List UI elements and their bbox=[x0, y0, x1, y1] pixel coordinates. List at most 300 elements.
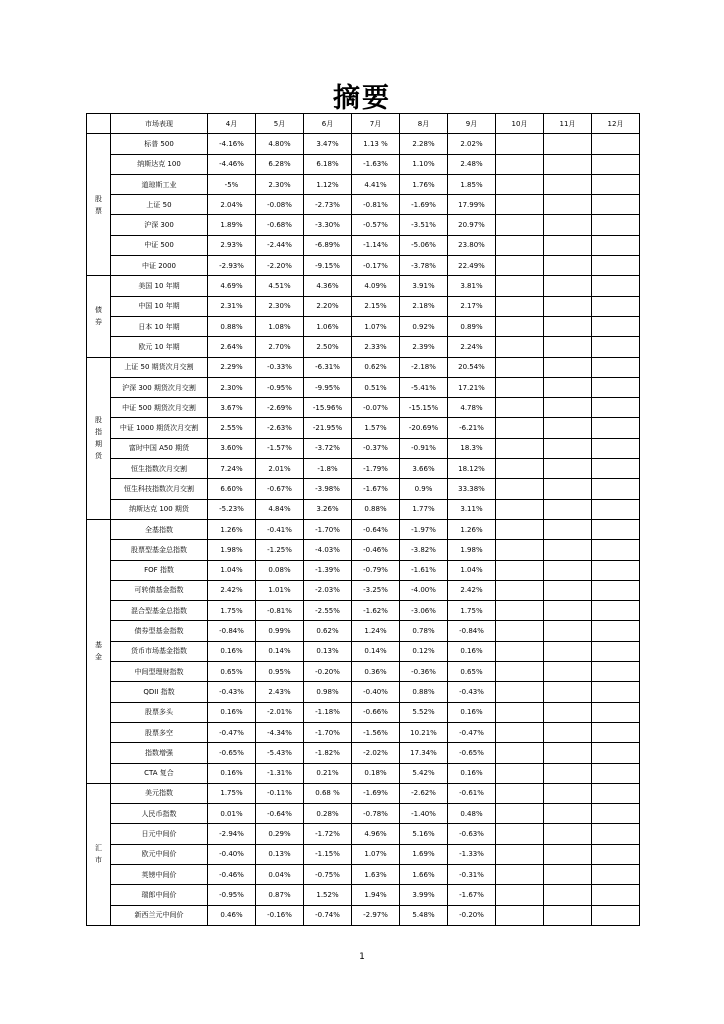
value-cell: 6.18% bbox=[304, 154, 352, 174]
empty-value-cell bbox=[496, 560, 544, 580]
empty-value-cell bbox=[592, 641, 640, 661]
value-cell: 0.04% bbox=[256, 864, 304, 884]
value-cell: -2.55% bbox=[304, 601, 352, 621]
value-cell: -1.67% bbox=[352, 479, 400, 499]
row-label-cell: 美元指数 bbox=[111, 783, 208, 803]
table-row bbox=[87, 540, 640, 560]
empty-value-cell bbox=[496, 621, 544, 641]
empty-value-cell bbox=[592, 519, 640, 539]
value-cell: -0.40% bbox=[352, 682, 400, 702]
value-cell: 0.16% bbox=[448, 641, 496, 661]
value-cell: 1.08% bbox=[256, 316, 304, 336]
value-cell: 2.30% bbox=[208, 377, 256, 397]
empty-value-cell bbox=[592, 256, 640, 276]
value-cell: 4.84% bbox=[256, 499, 304, 519]
value-cell: 4.69% bbox=[208, 276, 256, 296]
row-label-cell: 日元中间价 bbox=[111, 824, 208, 844]
value-cell: -2.44% bbox=[256, 235, 304, 255]
table-row bbox=[87, 134, 640, 154]
value-cell: 1.89% bbox=[208, 215, 256, 235]
value-cell: 0.65% bbox=[208, 662, 256, 682]
value-cell: 2.30% bbox=[256, 296, 304, 316]
value-cell: -1.57% bbox=[256, 438, 304, 458]
empty-value-cell bbox=[496, 174, 544, 194]
value-cell: 1.52% bbox=[304, 885, 352, 905]
table-row bbox=[87, 154, 640, 174]
value-cell: 5.16% bbox=[400, 824, 448, 844]
value-cell: -2.18% bbox=[400, 357, 448, 377]
value-cell: 0.88% bbox=[352, 499, 400, 519]
value-cell: -3.51% bbox=[400, 215, 448, 235]
value-cell: 1.07% bbox=[352, 844, 400, 864]
value-cell: 1.75% bbox=[448, 601, 496, 621]
value-cell: 2.29% bbox=[208, 357, 256, 377]
value-cell: 7.24% bbox=[208, 459, 256, 479]
value-cell: -4.03% bbox=[304, 540, 352, 560]
value-cell: 2.48% bbox=[448, 154, 496, 174]
value-cell: 0.98% bbox=[304, 682, 352, 702]
table-row bbox=[87, 743, 640, 763]
empty-value-cell bbox=[592, 337, 640, 357]
empty-value-cell bbox=[496, 601, 544, 621]
category-label: 汇 市 bbox=[95, 844, 102, 865]
value-cell: -1.70% bbox=[304, 722, 352, 742]
value-cell: 1.98% bbox=[448, 540, 496, 560]
value-cell: 2.50% bbox=[304, 337, 352, 357]
table-row bbox=[87, 580, 640, 600]
empty-value-cell bbox=[544, 316, 592, 336]
value-cell: 5.48% bbox=[400, 905, 448, 925]
empty-value-cell bbox=[544, 357, 592, 377]
empty-value-cell bbox=[544, 641, 592, 661]
empty-value-cell bbox=[544, 905, 592, 925]
empty-value-cell bbox=[544, 134, 592, 154]
empty-value-cell bbox=[592, 682, 640, 702]
empty-value-cell bbox=[592, 134, 640, 154]
empty-value-cell bbox=[544, 844, 592, 864]
value-cell: 2.43% bbox=[256, 682, 304, 702]
value-cell: 1.75% bbox=[208, 601, 256, 621]
value-cell: -0.65% bbox=[208, 743, 256, 763]
value-cell: 4.51% bbox=[256, 276, 304, 296]
row-label-cell: 股票多空 bbox=[111, 722, 208, 742]
value-cell: 0.21% bbox=[304, 763, 352, 783]
table-row bbox=[87, 864, 640, 884]
empty-value-cell bbox=[544, 804, 592, 824]
empty-value-cell bbox=[592, 377, 640, 397]
value-cell: 2.30% bbox=[256, 174, 304, 194]
row-label-cell: 沪深 300 bbox=[111, 215, 208, 235]
value-cell: -0.68% bbox=[256, 215, 304, 235]
value-cell: -4.34% bbox=[256, 722, 304, 742]
value-cell: 0.9% bbox=[400, 479, 448, 499]
value-cell: 3.47% bbox=[304, 134, 352, 154]
row-label-cell: 欧元 10 年期 bbox=[111, 337, 208, 357]
value-cell: -2.02% bbox=[352, 743, 400, 763]
empty-value-cell bbox=[496, 702, 544, 722]
table-row bbox=[87, 195, 640, 215]
value-cell: 1.69% bbox=[400, 844, 448, 864]
value-cell: -0.16% bbox=[256, 905, 304, 925]
empty-value-cell bbox=[496, 438, 544, 458]
value-cell: -3.30% bbox=[304, 215, 352, 235]
value-cell: -2.20% bbox=[256, 256, 304, 276]
value-cell: 0.16% bbox=[448, 702, 496, 722]
value-cell: 1.63% bbox=[352, 864, 400, 884]
header-cell: 4月 bbox=[208, 114, 256, 134]
row-label-cell: 新西兰元中间价 bbox=[111, 905, 208, 925]
value-cell: 3.26% bbox=[304, 499, 352, 519]
value-cell: 0.12% bbox=[400, 641, 448, 661]
value-cell: 0.16% bbox=[208, 763, 256, 783]
value-cell: -4.00% bbox=[400, 580, 448, 600]
value-cell: 1.07% bbox=[352, 316, 400, 336]
value-cell: -0.84% bbox=[448, 621, 496, 641]
value-cell: 1.66% bbox=[400, 864, 448, 884]
empty-value-cell bbox=[544, 621, 592, 641]
empty-value-cell bbox=[544, 601, 592, 621]
empty-value-cell bbox=[592, 885, 640, 905]
empty-value-cell bbox=[592, 844, 640, 864]
empty-value-cell bbox=[592, 438, 640, 458]
value-cell: -1.39% bbox=[304, 560, 352, 580]
header-cell: 6月 bbox=[304, 114, 352, 134]
value-cell: 2.15% bbox=[352, 296, 400, 316]
value-cell: 1.12% bbox=[304, 174, 352, 194]
empty-value-cell bbox=[496, 885, 544, 905]
table-row bbox=[87, 357, 640, 377]
value-cell: -0.66% bbox=[352, 702, 400, 722]
value-cell: 2.20% bbox=[304, 296, 352, 316]
value-cell: -0.40% bbox=[208, 844, 256, 864]
value-cell: 17.99% bbox=[448, 195, 496, 215]
value-cell: -1.82% bbox=[304, 743, 352, 763]
empty-value-cell bbox=[496, 763, 544, 783]
value-cell: 1.57% bbox=[352, 418, 400, 438]
value-cell: -5.43% bbox=[256, 743, 304, 763]
empty-value-cell bbox=[592, 763, 640, 783]
table-row bbox=[87, 479, 640, 499]
value-cell: -15.96% bbox=[304, 398, 352, 418]
empty-value-cell bbox=[496, 337, 544, 357]
empty-value-cell bbox=[496, 905, 544, 925]
value-cell: 4.36% bbox=[304, 276, 352, 296]
value-cell: 0.16% bbox=[208, 702, 256, 722]
value-cell: -5% bbox=[208, 174, 256, 194]
empty-value-cell bbox=[496, 864, 544, 884]
value-cell: -1.15% bbox=[304, 844, 352, 864]
value-cell: 1.10% bbox=[400, 154, 448, 174]
empty-value-cell bbox=[496, 256, 544, 276]
table-row bbox=[87, 337, 640, 357]
empty-value-cell bbox=[544, 296, 592, 316]
value-cell: 2.02% bbox=[448, 134, 496, 154]
value-cell: -0.33% bbox=[256, 357, 304, 377]
empty-value-cell bbox=[496, 357, 544, 377]
value-cell: 2.04% bbox=[208, 195, 256, 215]
value-cell: -5.06% bbox=[400, 235, 448, 255]
row-label-cell: 恒生指数次月交割 bbox=[111, 459, 208, 479]
value-cell: 3.99% bbox=[400, 885, 448, 905]
value-cell: 1.77% bbox=[400, 499, 448, 519]
empty-value-cell bbox=[496, 276, 544, 296]
table-row bbox=[87, 844, 640, 864]
value-cell: -0.37% bbox=[352, 438, 400, 458]
value-cell: 20.54% bbox=[448, 357, 496, 377]
value-cell: 2.42% bbox=[208, 580, 256, 600]
value-cell: -1.62% bbox=[352, 601, 400, 621]
value-cell: -0.78% bbox=[352, 804, 400, 824]
value-cell: -1.8% bbox=[304, 459, 352, 479]
empty-value-cell bbox=[496, 377, 544, 397]
header-cell: 12月 bbox=[592, 114, 640, 134]
value-cell: -0.17% bbox=[352, 256, 400, 276]
empty-value-cell bbox=[544, 499, 592, 519]
value-cell: 33.38% bbox=[448, 479, 496, 499]
empty-value-cell bbox=[592, 864, 640, 884]
value-cell: 1.04% bbox=[208, 560, 256, 580]
value-cell: -1.70% bbox=[304, 519, 352, 539]
empty-value-cell bbox=[496, 479, 544, 499]
empty-value-cell bbox=[544, 337, 592, 357]
value-cell: -1.72% bbox=[304, 824, 352, 844]
value-cell: -2.62% bbox=[400, 783, 448, 803]
value-cell: -3.82% bbox=[400, 540, 448, 560]
table-row bbox=[87, 621, 640, 641]
empty-value-cell bbox=[496, 418, 544, 438]
row-label-cell: 中证 500 bbox=[111, 235, 208, 255]
value-cell: 0.16% bbox=[448, 763, 496, 783]
empty-value-cell bbox=[592, 316, 640, 336]
empty-value-cell bbox=[544, 824, 592, 844]
value-cell: -6.31% bbox=[304, 357, 352, 377]
row-label-cell: 股票多头 bbox=[111, 702, 208, 722]
value-cell: 0.92% bbox=[400, 316, 448, 336]
value-cell: -5.41% bbox=[400, 377, 448, 397]
value-cell: -0.84% bbox=[208, 621, 256, 641]
category-label: 股 票 bbox=[95, 194, 102, 215]
empty-value-cell bbox=[496, 296, 544, 316]
table-row bbox=[87, 702, 640, 722]
value-cell: 1.85% bbox=[448, 174, 496, 194]
value-cell: -0.46% bbox=[208, 864, 256, 884]
row-label-cell: 中间型理财指数 bbox=[111, 662, 208, 682]
row-label-cell: 全基指数 bbox=[111, 519, 208, 539]
empty-value-cell bbox=[544, 459, 592, 479]
category-cell bbox=[87, 357, 111, 519]
empty-value-cell bbox=[592, 357, 640, 377]
value-cell: -1.40% bbox=[400, 804, 448, 824]
table-row bbox=[87, 438, 640, 458]
value-cell: 4.80% bbox=[256, 134, 304, 154]
value-cell: -1.79% bbox=[352, 459, 400, 479]
table-row bbox=[87, 804, 640, 824]
empty-value-cell bbox=[544, 398, 592, 418]
row-label-cell: 欧元中间价 bbox=[111, 844, 208, 864]
value-cell: 17.21% bbox=[448, 377, 496, 397]
value-cell: 4.78% bbox=[448, 398, 496, 418]
empty-value-cell bbox=[592, 174, 640, 194]
empty-value-cell bbox=[592, 195, 640, 215]
empty-value-cell bbox=[496, 499, 544, 519]
value-cell: 1.26% bbox=[208, 519, 256, 539]
empty-value-cell bbox=[496, 783, 544, 803]
empty-value-cell bbox=[592, 804, 640, 824]
value-cell: -0.91% bbox=[400, 438, 448, 458]
value-cell: -3.06% bbox=[400, 601, 448, 621]
value-cell: 18.12% bbox=[448, 459, 496, 479]
table-row bbox=[87, 662, 640, 682]
value-cell: 0.88% bbox=[208, 316, 256, 336]
empty-value-cell bbox=[496, 316, 544, 336]
table-row bbox=[87, 296, 640, 316]
row-label-cell: 纳斯达克 100 期货 bbox=[111, 499, 208, 519]
empty-value-cell bbox=[592, 398, 640, 418]
value-cell: -1.31% bbox=[256, 763, 304, 783]
empty-value-cell bbox=[544, 235, 592, 255]
empty-value-cell bbox=[496, 844, 544, 864]
value-cell: -4.16% bbox=[208, 134, 256, 154]
empty-value-cell bbox=[544, 195, 592, 215]
row-label-cell: 人民币指数 bbox=[111, 804, 208, 824]
value-cell: -0.64% bbox=[256, 804, 304, 824]
header-cell: 10月 bbox=[496, 114, 544, 134]
empty-value-cell bbox=[544, 580, 592, 600]
empty-value-cell bbox=[592, 621, 640, 641]
value-cell: -2.94% bbox=[208, 824, 256, 844]
value-cell: -0.43% bbox=[208, 682, 256, 702]
value-cell: 0.48% bbox=[448, 804, 496, 824]
value-cell: -0.64% bbox=[352, 519, 400, 539]
row-label-cell: 上证 50 bbox=[111, 195, 208, 215]
value-cell: -1.25% bbox=[256, 540, 304, 560]
value-cell: 3.91% bbox=[400, 276, 448, 296]
value-cell: 10.21% bbox=[400, 722, 448, 742]
page-number: 1 bbox=[359, 952, 365, 962]
empty-value-cell bbox=[544, 885, 592, 905]
empty-value-cell bbox=[592, 783, 640, 803]
value-cell: -3.98% bbox=[304, 479, 352, 499]
value-cell: -0.63% bbox=[448, 824, 496, 844]
value-cell: 22.49% bbox=[448, 256, 496, 276]
empty-value-cell bbox=[544, 743, 592, 763]
value-cell: -0.67% bbox=[256, 479, 304, 499]
value-cell: 1.04% bbox=[448, 560, 496, 580]
value-cell: -1.69% bbox=[352, 783, 400, 803]
value-cell: -0.11% bbox=[256, 783, 304, 803]
header-cell: 5月 bbox=[256, 114, 304, 134]
table-row bbox=[87, 641, 640, 661]
value-cell: 1.76% bbox=[400, 174, 448, 194]
table-row bbox=[87, 377, 640, 397]
row-label-cell: 混合型基金总指数 bbox=[111, 601, 208, 621]
value-cell: -1.63% bbox=[352, 154, 400, 174]
empty-value-cell bbox=[592, 499, 640, 519]
value-cell: 0.89% bbox=[448, 316, 496, 336]
value-cell: -2.63% bbox=[256, 418, 304, 438]
row-label-cell: 英镑中间价 bbox=[111, 864, 208, 884]
value-cell: 2.17% bbox=[448, 296, 496, 316]
row-label-cell: 中国 10 年期 bbox=[111, 296, 208, 316]
value-cell: 1.26% bbox=[448, 519, 496, 539]
value-cell: -5.23% bbox=[208, 499, 256, 519]
value-cell: -1.56% bbox=[352, 722, 400, 742]
table-row bbox=[87, 824, 640, 844]
header-cell: 8月 bbox=[400, 114, 448, 134]
empty-value-cell bbox=[592, 276, 640, 296]
category-label: 股 指 期 货 bbox=[95, 416, 102, 461]
row-label-cell: 中证 1000 期货次月交割 bbox=[111, 418, 208, 438]
row-label-cell: 债券型基金指数 bbox=[111, 621, 208, 641]
value-cell: 17.34% bbox=[400, 743, 448, 763]
category-cell bbox=[87, 276, 111, 357]
category-label: 基 金 bbox=[95, 641, 102, 662]
value-cell: -0.20% bbox=[448, 905, 496, 925]
header-cell: 9月 bbox=[448, 114, 496, 134]
value-cell: -2.03% bbox=[304, 580, 352, 600]
table-row bbox=[87, 256, 640, 276]
value-cell: -1.18% bbox=[304, 702, 352, 722]
table-row bbox=[87, 519, 640, 539]
value-cell: -9.95% bbox=[304, 377, 352, 397]
empty-value-cell bbox=[544, 702, 592, 722]
value-cell: -2.69% bbox=[256, 398, 304, 418]
table-row bbox=[87, 722, 640, 742]
value-cell: 1.75% bbox=[208, 783, 256, 803]
empty-value-cell bbox=[592, 296, 640, 316]
empty-value-cell bbox=[544, 763, 592, 783]
page-title: 摘要 bbox=[333, 83, 391, 114]
table-header-row bbox=[87, 114, 640, 134]
value-cell: 0.16% bbox=[208, 641, 256, 661]
value-cell: -1.61% bbox=[400, 560, 448, 580]
empty-value-cell bbox=[592, 154, 640, 174]
header-cell: 市场表现 bbox=[111, 114, 208, 134]
header-blank-cell bbox=[87, 114, 111, 134]
table-row bbox=[87, 499, 640, 519]
value-cell: 1.06% bbox=[304, 316, 352, 336]
value-cell: 0.51% bbox=[352, 377, 400, 397]
empty-value-cell bbox=[544, 682, 592, 702]
value-cell: 0.95% bbox=[256, 662, 304, 682]
table-row bbox=[87, 560, 640, 580]
row-label-cell: 上证 50 期货次月交割 bbox=[111, 357, 208, 377]
value-cell: 0.08% bbox=[256, 560, 304, 580]
value-cell: -0.36% bbox=[400, 662, 448, 682]
value-cell: 2.39% bbox=[400, 337, 448, 357]
value-cell: 0.62% bbox=[352, 357, 400, 377]
value-cell: -1.97% bbox=[400, 519, 448, 539]
value-cell: 1.94% bbox=[352, 885, 400, 905]
value-cell: 6.28% bbox=[256, 154, 304, 174]
value-cell: -0.95% bbox=[208, 885, 256, 905]
value-cell: 1.24% bbox=[352, 621, 400, 641]
empty-value-cell bbox=[496, 215, 544, 235]
empty-value-cell bbox=[592, 459, 640, 479]
empty-value-cell bbox=[592, 215, 640, 235]
value-cell: -4.46% bbox=[208, 154, 256, 174]
table-row bbox=[87, 459, 640, 479]
value-cell: 5.52% bbox=[400, 702, 448, 722]
value-cell: 0.14% bbox=[352, 641, 400, 661]
empty-value-cell bbox=[544, 722, 592, 742]
row-label-cell: 纳斯达克 100 bbox=[111, 154, 208, 174]
value-cell: 2.28% bbox=[400, 134, 448, 154]
row-label-cell: 瑞郎中间价 bbox=[111, 885, 208, 905]
value-cell: 0.68 % bbox=[304, 783, 352, 803]
value-cell: 0.36% bbox=[352, 662, 400, 682]
value-cell: -0.95% bbox=[256, 377, 304, 397]
